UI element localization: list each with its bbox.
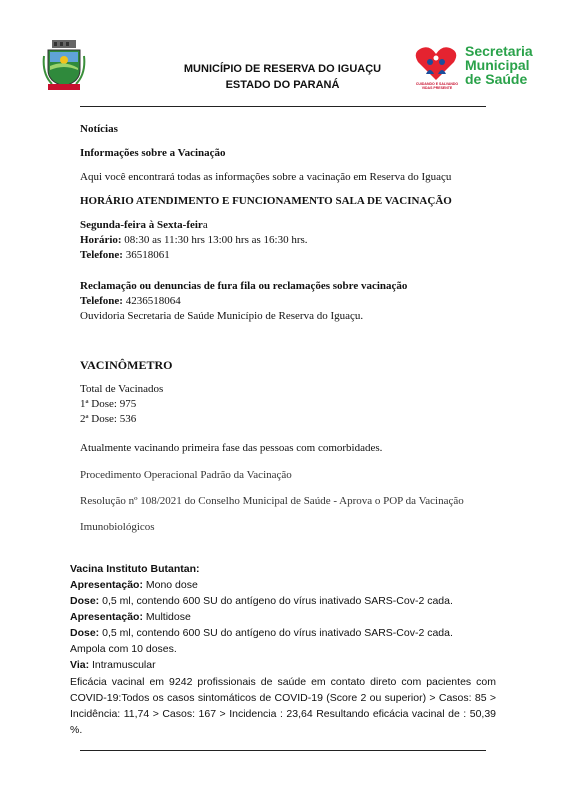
intro-text: Aqui você encontrará todas as informações sobre a vacinação em Reserva do Iguaçu [80,171,452,183]
dose1-label: Dose: [70,595,100,607]
via-value: Intramuscular [89,659,156,671]
dose2-line [70,626,453,640]
eficacia-paragraph: Eficácia vacinal em 9242 profissionais de saúde em contato direto com pacientes com COVID-19:Todos os casos sintomáticos de COVID-19 (Score 2 ou superior) > Casos: 85 > Incidência: 11,74 > Casos: 167 > Incidencia : 23,64 Resultando eficácia vacinal de : 50,39 %. [70,676,496,736]
imunobiologicos-link[interactable]: Imunobiológicos [80,521,155,533]
dose1-value: 0,5 ml, contendo 600 SU do antígeno do vírus inativado SARS-Cov-2 cada. [99,595,453,607]
horario-value: 08:30 as 11:30 hrs 13:00 hrs as 16:30 hrs. [121,234,308,246]
apresentacao1-value: Mono dose [142,579,198,591]
dose1-line [70,594,453,608]
telefone2-line [80,294,181,308]
horario-label: Horário: [80,234,122,246]
total-vacinados-label: Total de Vacinados [80,383,164,395]
telefone-value: 36518061 [122,249,170,261]
apresentacao2-value: Multidose [142,611,191,623]
logo-tagline: CUIDANDO E SALVANDO VIDAS PRESENTE [415,82,459,90]
telefone2-label: Telefone: [80,295,123,307]
days-line [80,218,208,232]
logo-text-line1: Secretaria [465,43,533,59]
apresentacao2-label: Apresentação: [70,611,143,623]
reclamacao-heading: Reclamação ou denuncias de fura fila ou reclamações sobre vacinação [80,280,408,292]
atualmente-text: Atualmente vacinando primeira fase das pessoas com comorbidades. [80,442,383,454]
logo-text-line2: Municipal [465,57,530,73]
horario-line [80,233,308,247]
telefone-label: Telefone: [80,249,123,261]
days-tail: a [202,219,208,231]
footer-divider [80,750,486,751]
telefone-line [80,248,170,262]
via-line [70,658,156,672]
noticias-heading: Notícias [80,123,118,135]
vaccine-title: Vacina Instituto Butantan: [70,563,200,575]
horario-heading: HORÁRIO ATENDIMENTO E FUNCIONAMENTO SALA DE VACINAÇÃO [80,195,452,207]
days-bold: Segunda-feira à Sexta-feir [80,219,203,231]
municipality-name: MUNICÍPIO DE RESERVA DO IGUAÇU [183,63,382,75]
dose2-value: 0,5 ml, contendo 600 SU do antígeno do vírus inativado SARS-Cov-2 cada. [99,627,453,639]
ouvidoria-text: Ouvidoria Secretaria de Saúde Município de Reserva do Iguaçu. [80,310,364,322]
via-label: Via: [70,659,90,671]
apresentacao1-label: Apresentação: [70,579,143,591]
vacinometro-heading: VACINÔMETRO [80,358,173,372]
ampola-text: Ampola com 10 doses. [70,643,177,655]
apresentacao2-line [70,610,191,624]
dose1-count: 1ª Dose: 975 [80,398,137,410]
dose2-count: 2ª Dose: 536 [80,413,137,425]
logo-text-line3: de Saúde [465,71,528,87]
header-divider [80,106,486,107]
resolucao-link[interactable]: Resolução nº 108/2021 do Conselho Municipal de Saúde - Aprova o POP da Vacinação [80,495,464,507]
telefone2-value: 4236518064 [122,295,181,307]
procedimento-link[interactable]: Procedimento Operacional Padrão da Vacinação [80,469,292,481]
apresentacao1-line [70,578,198,592]
info-title: Informações sobre a Vacinação [80,147,226,159]
state-name: ESTADO DO PARANÁ [225,79,340,91]
dose2-label: Dose: [70,627,100,639]
